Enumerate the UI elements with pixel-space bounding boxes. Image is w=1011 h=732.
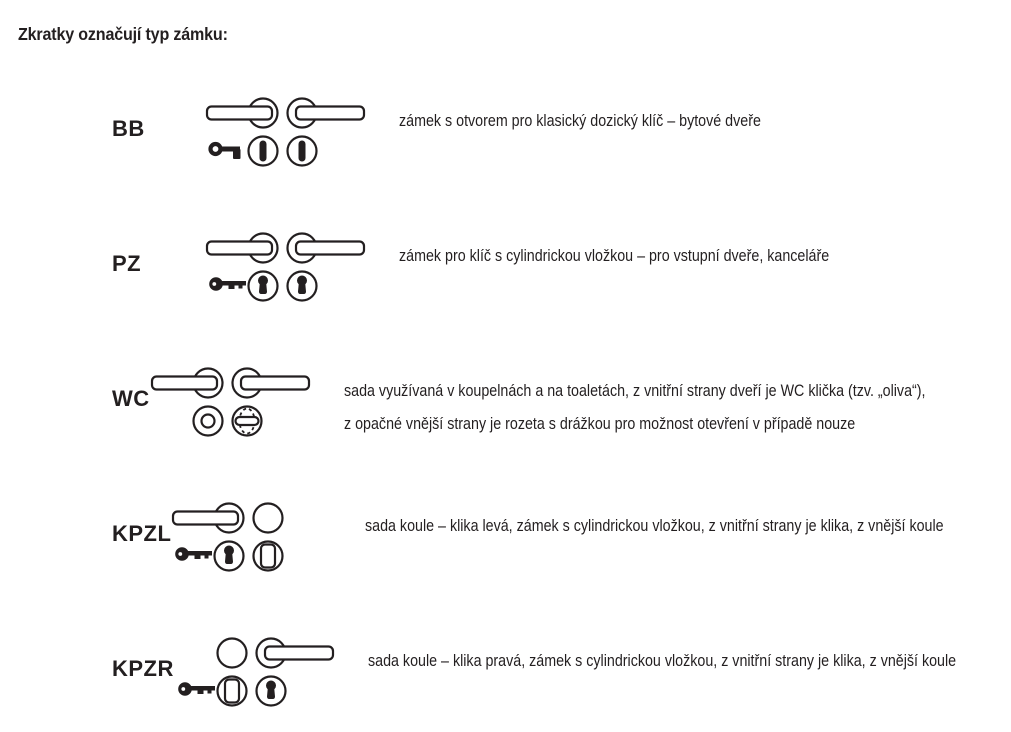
classic-key-icon xyxy=(211,144,241,159)
lock-code-label: KPZL xyxy=(112,521,172,546)
description-line: sada koule – klika levá, zámek s cylindrickou vložkou, z vnitřní strany je klika, z vnější koule xyxy=(365,516,945,535)
pz-keyhole-rosette-right-icon xyxy=(288,272,317,301)
description-line: z opačné vnější strany je rozeta s drážkou pro možnost otevření v případě nouze xyxy=(343,414,855,433)
row-icon-cell xyxy=(150,363,320,453)
bb-keyhole-rosette-right-icon xyxy=(288,137,317,166)
wc-lockset-icon xyxy=(150,363,320,448)
lock-type-legend xyxy=(0,93,1011,732)
lever-handle-right-icon xyxy=(288,234,365,263)
pz-lockset-icon xyxy=(205,228,375,313)
pz-keyhole-rosette-right-icon xyxy=(256,677,285,706)
legend-row-wc xyxy=(0,363,1011,498)
bb-keyhole-rosette-left-icon xyxy=(249,137,278,166)
lock-code-label: PZ xyxy=(112,251,142,276)
lever-handle-right-icon xyxy=(232,369,309,398)
row-description xyxy=(365,498,944,542)
lever-handle-left-icon xyxy=(207,234,278,263)
lock-code-label: KPZR xyxy=(112,656,174,681)
lever-handle-left-icon xyxy=(152,369,223,398)
lever-handle-right-icon xyxy=(288,99,365,128)
groove-rosette-icon xyxy=(193,407,222,436)
cylinder-key-icon xyxy=(178,682,215,696)
kpzl-lockset-icon xyxy=(171,498,341,583)
lock-code-label: WC xyxy=(112,386,150,411)
row-description xyxy=(399,228,829,272)
legend-row-pz xyxy=(0,228,1011,363)
door-knob-ball-icon xyxy=(217,639,246,668)
wc-oliva-knob-icon xyxy=(232,407,261,436)
pz-keyhole-rosette-left-icon xyxy=(215,542,244,571)
legend-row-kpzl xyxy=(0,498,1011,633)
page-title: Zkratky označují typ zámku: xyxy=(18,24,228,44)
description-line: sada koule – klika pravá, zámek s cylindrickou vložkou, z vnitřní strany je klika, z vnější koule xyxy=(367,651,957,670)
description-line: zámek pro klíč s cylindrickou vložkou – pro vstupní dveře, kanceláře xyxy=(399,246,830,265)
pz-keyhole-rosette-left-icon xyxy=(249,272,278,301)
row-icon-cell xyxy=(171,498,341,588)
blind-rosette-icon xyxy=(217,677,246,706)
cylinder-key-icon xyxy=(176,547,213,561)
row-description xyxy=(368,633,956,677)
page xyxy=(0,24,1011,732)
row-icon-cell xyxy=(205,93,375,183)
row-icon-cell xyxy=(174,633,344,723)
lock-code-label: BB xyxy=(112,116,145,141)
cylinder-key-icon xyxy=(209,277,246,291)
blind-rosette-icon xyxy=(254,542,283,571)
bb-lockset-icon xyxy=(205,93,375,178)
row-description xyxy=(344,363,926,440)
door-knob-ball-icon xyxy=(254,504,283,533)
lever-handle-left-icon xyxy=(173,504,244,533)
legend-row-kpzr xyxy=(0,633,1011,732)
kpzr-lockset-icon xyxy=(174,633,344,718)
row-description xyxy=(399,93,761,137)
lever-handle-left-icon xyxy=(207,99,278,128)
lever-handle-right-icon xyxy=(256,639,333,668)
description-line: sada využívaná v koupelnách a na toaletách, z vnitřní strany dveří je WC klička (tzv. „oliva“), xyxy=(343,381,926,400)
legend-row-bb xyxy=(0,93,1011,228)
row-icon-cell xyxy=(205,228,375,318)
description-line: zámek s otvorem pro klasický dozický klíč – bytové dveře xyxy=(399,111,761,130)
